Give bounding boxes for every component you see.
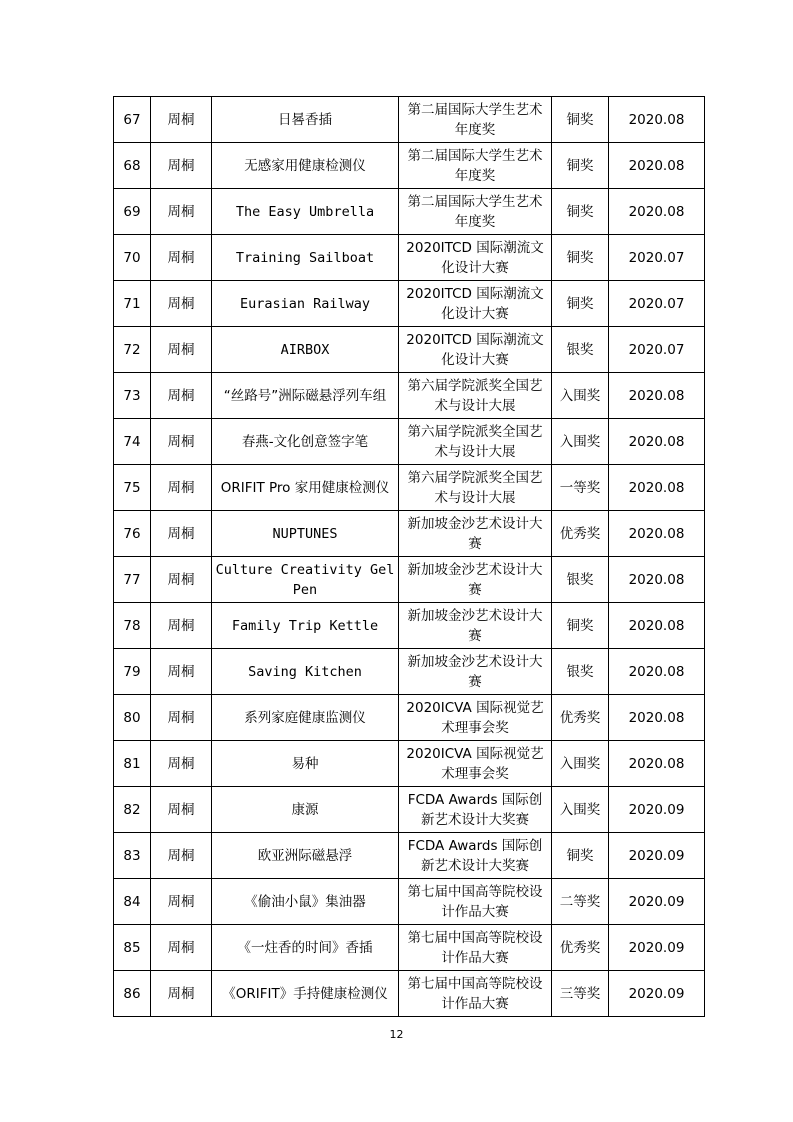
cell-name: 周桐 <box>151 511 212 557</box>
cell-date: 2020.08 <box>609 419 705 465</box>
table-row <box>114 557 705 603</box>
cell-award: 铜奖 <box>552 97 609 143</box>
cell-name: 周桐 <box>151 879 212 925</box>
table-row <box>114 97 705 143</box>
cell-name: 周桐 <box>151 695 212 741</box>
cell-competition: 第七届中国高等院校设计作品大赛 <box>399 971 552 1017</box>
cell-date: 2020.08 <box>609 695 705 741</box>
cell-work: 欧亚洲际磁悬浮 <box>212 833 399 879</box>
cell-award: 入围奖 <box>552 373 609 419</box>
cell-work: NUPTUNES <box>212 511 399 557</box>
cell-competition: 2020ICVA 国际视觉艺术理事会奖 <box>399 695 552 741</box>
cell-no: 82 <box>114 787 151 833</box>
cell-no: 75 <box>114 465 151 511</box>
cell-name: 周桐 <box>151 833 212 879</box>
cell-date: 2020.08 <box>609 189 705 235</box>
table-row <box>114 465 705 511</box>
cell-date: 2020.07 <box>609 235 705 281</box>
cell-work: 康源 <box>212 787 399 833</box>
cell-award: 银奖 <box>552 649 609 695</box>
cell-name: 周桐 <box>151 419 212 465</box>
table-row <box>114 925 705 971</box>
cell-competition: 第二届国际大学生艺术年度奖 <box>399 143 552 189</box>
cell-date: 2020.07 <box>609 281 705 327</box>
cell-date: 2020.08 <box>609 603 705 649</box>
cell-no: 68 <box>114 143 151 189</box>
cell-work: 日晷香插 <box>212 97 399 143</box>
cell-no: 67 <box>114 97 151 143</box>
cell-work: 易种 <box>212 741 399 787</box>
cell-name: 周桐 <box>151 649 212 695</box>
table-row <box>114 741 705 787</box>
cell-name: 周桐 <box>151 925 212 971</box>
cell-name: 周桐 <box>151 557 212 603</box>
cell-work: The Easy Umbrella <box>212 189 399 235</box>
cell-no: 79 <box>114 649 151 695</box>
cell-no: 84 <box>114 879 151 925</box>
table-row <box>114 327 705 373</box>
cell-work: ORIFIT Pro 家用健康检测仪 <box>212 465 399 511</box>
cell-competition: 第六届学院派奖全国艺术与设计大展 <box>399 373 552 419</box>
cell-competition: 第七届中国高等院校设计作品大赛 <box>399 879 552 925</box>
cell-work: Culture Creativity Gel Pen <box>212 557 399 603</box>
cell-name: 周桐 <box>151 189 212 235</box>
cell-no: 76 <box>114 511 151 557</box>
cell-competition: 2020ICVA 国际视觉艺术理事会奖 <box>399 741 552 787</box>
cell-no: 73 <box>114 373 151 419</box>
cell-competition: 第六届学院派奖全国艺术与设计大展 <box>399 419 552 465</box>
cell-date: 2020.08 <box>609 97 705 143</box>
cell-award: 优秀奖 <box>552 925 609 971</box>
cell-no: 72 <box>114 327 151 373</box>
cell-no: 85 <box>114 925 151 971</box>
cell-competition: 2020ITCD 国际潮流文化设计大赛 <box>399 235 552 281</box>
cell-award: 铜奖 <box>552 603 609 649</box>
cell-date: 2020.07 <box>609 327 705 373</box>
table-row <box>114 235 705 281</box>
table-row <box>114 695 705 741</box>
cell-competition: 新加坡金沙艺术设计大赛 <box>399 557 552 603</box>
awards-table-body <box>114 97 705 1017</box>
cell-no: 78 <box>114 603 151 649</box>
cell-name: 周桐 <box>151 787 212 833</box>
cell-name: 周桐 <box>151 143 212 189</box>
cell-competition: FCDA Awards 国际创新艺术设计大奖赛 <box>399 787 552 833</box>
cell-date: 2020.08 <box>609 511 705 557</box>
table-row <box>114 833 705 879</box>
cell-name: 周桐 <box>151 373 212 419</box>
cell-competition: FCDA Awards 国际创新艺术设计大奖赛 <box>399 833 552 879</box>
cell-date: 2020.08 <box>609 557 705 603</box>
cell-name: 周桐 <box>151 741 212 787</box>
cell-date: 2020.08 <box>609 649 705 695</box>
cell-date: 2020.09 <box>609 787 705 833</box>
cell-date: 2020.09 <box>609 925 705 971</box>
cell-work: 系列家庭健康监测仪 <box>212 695 399 741</box>
cell-award: 铜奖 <box>552 833 609 879</box>
cell-date: 2020.08 <box>609 373 705 419</box>
cell-date: 2020.08 <box>609 465 705 511</box>
cell-award: 一等奖 <box>552 465 609 511</box>
cell-no: 80 <box>114 695 151 741</box>
cell-name: 周桐 <box>151 603 212 649</box>
cell-date: 2020.08 <box>609 143 705 189</box>
cell-date: 2020.08 <box>609 741 705 787</box>
table-row <box>114 879 705 925</box>
table-row <box>114 189 705 235</box>
cell-no: 70 <box>114 235 151 281</box>
cell-work: 春燕-文化创意签字笔 <box>212 419 399 465</box>
cell-date: 2020.09 <box>609 971 705 1017</box>
table-row <box>114 419 705 465</box>
cell-no: 69 <box>114 189 151 235</box>
cell-award: 铜奖 <box>552 189 609 235</box>
cell-name: 周桐 <box>151 327 212 373</box>
cell-competition: 第二届国际大学生艺术年度奖 <box>399 97 552 143</box>
cell-work: “丝路号”洲际磁悬浮列车组 <box>212 373 399 419</box>
table-row <box>114 281 705 327</box>
cell-work: Saving Kitchen <box>212 649 399 695</box>
cell-award: 优秀奖 <box>552 695 609 741</box>
cell-name: 周桐 <box>151 281 212 327</box>
cell-competition: 新加坡金沙艺术设计大赛 <box>399 649 552 695</box>
cell-work: 无感家用健康检测仪 <box>212 143 399 189</box>
cell-award: 入围奖 <box>552 419 609 465</box>
cell-work: Eurasian Railway <box>212 281 399 327</box>
cell-name: 周桐 <box>151 235 212 281</box>
cell-competition: 新加坡金沙艺术设计大赛 <box>399 603 552 649</box>
cell-competition: 2020ITCD 国际潮流文化设计大赛 <box>399 281 552 327</box>
cell-date: 2020.09 <box>609 833 705 879</box>
table-row <box>114 511 705 557</box>
cell-work: 《偷油小鼠》集油器 <box>212 879 399 925</box>
cell-competition: 第七届中国高等院校设计作品大赛 <box>399 925 552 971</box>
cell-name: 周桐 <box>151 465 212 511</box>
cell-competition: 新加坡金沙艺术设计大赛 <box>399 511 552 557</box>
table-row <box>114 603 705 649</box>
cell-work: 《一炷香的时间》香插 <box>212 925 399 971</box>
cell-work: 《ORIFIT》手持健康检测仪 <box>212 971 399 1017</box>
cell-award: 铜奖 <box>552 281 609 327</box>
cell-award: 铜奖 <box>552 143 609 189</box>
table-row <box>114 373 705 419</box>
table-row <box>114 143 705 189</box>
cell-no: 74 <box>114 419 151 465</box>
cell-competition: 2020ITCD 国际潮流文化设计大赛 <box>399 327 552 373</box>
cell-name: 周桐 <box>151 971 212 1017</box>
cell-work: Family Trip Kettle <box>212 603 399 649</box>
cell-no: 71 <box>114 281 151 327</box>
cell-name: 周桐 <box>151 97 212 143</box>
cell-no: 81 <box>114 741 151 787</box>
cell-no: 83 <box>114 833 151 879</box>
table-row <box>114 971 705 1017</box>
table-row <box>114 787 705 833</box>
cell-competition: 第二届国际大学生艺术年度奖 <box>399 189 552 235</box>
cell-no: 77 <box>114 557 151 603</box>
table-row <box>114 649 705 695</box>
cell-date: 2020.09 <box>609 879 705 925</box>
cell-award: 入围奖 <box>552 787 609 833</box>
cell-award: 银奖 <box>552 327 609 373</box>
cell-award: 铜奖 <box>552 235 609 281</box>
cell-award: 优秀奖 <box>552 511 609 557</box>
cell-award: 三等奖 <box>552 971 609 1017</box>
cell-competition: 第六届学院派奖全国艺术与设计大展 <box>399 465 552 511</box>
cell-award: 入围奖 <box>552 741 609 787</box>
cell-work: AIRBOX <box>212 327 399 373</box>
cell-award: 银奖 <box>552 557 609 603</box>
awards-table <box>113 96 705 1017</box>
cell-award: 二等奖 <box>552 879 609 925</box>
page-number: 12 <box>389 1028 404 1041</box>
cell-no: 86 <box>114 971 151 1017</box>
cell-work: Training Sailboat <box>212 235 399 281</box>
